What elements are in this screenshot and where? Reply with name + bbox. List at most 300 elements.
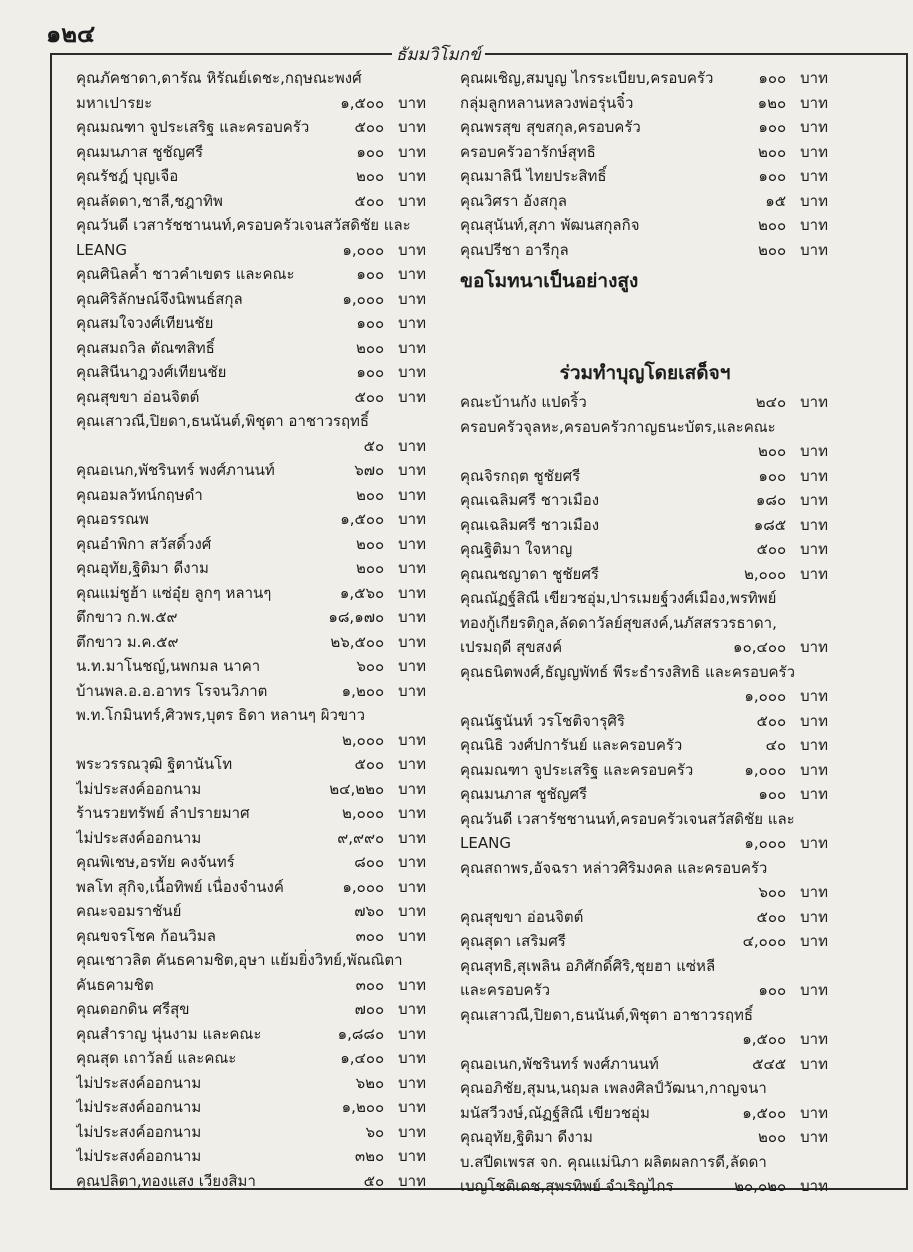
amount-value: ๓๐๐ <box>355 975 385 994</box>
donation-row <box>76 581 428 606</box>
donor-name: คุณเสาวณี,ปิยดา,ธนนันต์,พิชุตา อาชาวรฤทธิ์ <box>460 1005 754 1024</box>
amount-value: ๕๐๐ <box>354 387 385 406</box>
donation-amount <box>756 390 830 415</box>
donor-name: คุณณชญาดา ชูชัยศรี <box>460 564 599 583</box>
amount-value: ๑,๘๘๐ <box>337 1024 385 1043</box>
amount-value: ๕๐ <box>363 436 385 455</box>
currency-label: บาท <box>398 755 426 773</box>
donation-row <box>76 409 428 434</box>
donation-row <box>76 752 428 777</box>
left-column <box>76 66 428 1193</box>
amount-value: ๒๐๐ <box>355 338 385 357</box>
currency-label: บาท <box>800 687 828 705</box>
currency-label: บาท <box>398 534 426 553</box>
currency-label: บาท <box>800 785 828 803</box>
donation-row <box>76 997 428 1022</box>
amount-value: ๔,๐๐๐ <box>742 932 787 950</box>
amount-value: ๖๐ <box>365 1122 385 1141</box>
amount-value: ๒๐๐ <box>757 216 787 234</box>
currency-label: บาท <box>800 191 828 210</box>
donation-amount <box>758 439 830 464</box>
donation-row <box>460 905 830 930</box>
currency-label: บาท <box>800 834 828 852</box>
donation-amount <box>356 1071 428 1096</box>
donation-row <box>76 1120 428 1145</box>
amount-value: ๙,๙๙๐ <box>337 828 385 847</box>
amount-value: ๗๖๐ <box>354 902 385 920</box>
currency-label: บาท <box>800 736 828 754</box>
donation-row <box>460 562 830 587</box>
amount-value: ๑๐๐ <box>758 69 787 87</box>
donation-amount <box>354 752 428 777</box>
donation-row <box>76 238 428 263</box>
currency-label: บาท <box>398 240 426 259</box>
currency-label: บาท <box>800 932 828 950</box>
currency-label: บาท <box>398 510 426 528</box>
donation-row <box>76 66 428 91</box>
donor-name: คุณอุทัย,ฐิติมา ดีงาม <box>460 1128 593 1146</box>
donor-name: คุณสินีนาฎวงศ์เทียนชัย <box>76 363 227 381</box>
donor-name: คุณพิเชษ,อรทัย คงจันทร์ <box>76 853 235 871</box>
donation-amount <box>355 997 428 1022</box>
donation-row <box>76 924 428 949</box>
donation-row <box>76 434 428 459</box>
donation-amount <box>734 1174 830 1199</box>
amount-value: ๑,๒๐๐ <box>341 1098 385 1116</box>
currency-label: บาท <box>800 240 828 259</box>
donation-amount <box>355 1144 428 1169</box>
donor-name: คุณนัฐนันท์ วรโชติจารุศิริ <box>460 711 625 730</box>
donation-row <box>76 1144 428 1169</box>
donation-amount <box>356 556 428 581</box>
currency-label: บาท <box>398 142 426 161</box>
donation-amount <box>342 875 428 900</box>
donor-name: คุณวันดี เวสารัชชานนท์,ครอบครัวเจนสวัสดิชัย และ <box>76 216 411 234</box>
amount-value: ๒,๐๐๐ <box>342 730 385 749</box>
donor-name: คุณวิศรา อังสกุล <box>460 191 567 210</box>
donor-name: คุณรัชฎ์ บุญเจือ <box>76 167 179 185</box>
donation-amount <box>742 1027 830 1052</box>
donor-name: คุณสุขขา อ่อนจิตต์ <box>76 387 200 406</box>
donor-name: คุณวันดี เวสารัชชานนท์,ครอบครัวเจนสวัสดิชัย และ <box>460 809 795 828</box>
donor-name: คุณศิริลักษณ์จึงนิพนธ์สกุล <box>76 289 243 308</box>
donor-name: คุณสุด เถาวัลย์ และคณะ <box>76 1049 237 1067</box>
donation-row <box>460 684 830 709</box>
amount-value: ๒,๐๐๐ <box>342 804 385 822</box>
donor-name: คณะบ้านกัง แปดริ้ว <box>460 393 587 411</box>
donation-amount <box>356 164 428 189</box>
donation-amount <box>744 831 830 856</box>
currency-label: บาท <box>398 975 426 994</box>
amount-value: ๑,๕๐๐ <box>742 1103 787 1122</box>
currency-label: บาท <box>398 853 426 871</box>
donation-amount <box>758 978 830 1003</box>
amount-value: ๘๐๐ <box>354 853 385 871</box>
donor-name: คุณจิรกฤต ชูชัยศรี <box>460 466 581 485</box>
amount-value: ๑๐๐ <box>758 466 787 485</box>
donor-name: ร้านรวยทรัพย์ ลำปรายมาศ <box>76 804 250 822</box>
amount-value: ๖๐๐ <box>356 657 385 675</box>
currency-label: บาท <box>398 1073 426 1092</box>
donor-name: คุณปลิตา,ทองแสง เวียงสิมา <box>76 1171 256 1190</box>
amount-value: ๑๒๐ <box>757 93 787 112</box>
donation-row <box>460 1101 830 1126</box>
donor-name: เบญโชติเดช,สุพรทิพย์ จำเริญไกร <box>460 1177 674 1195</box>
donation-row <box>76 605 428 630</box>
donation-amount <box>328 605 428 630</box>
currency-label: บาท <box>398 828 426 847</box>
donation-row <box>76 1095 428 1120</box>
donation-row <box>76 703 428 728</box>
currency-label: บาท <box>800 1177 828 1195</box>
currency-label: บาท <box>800 638 828 656</box>
donor-name: คุณสมถวิล ตัณฑสิทธิ์ <box>76 338 215 357</box>
donor-name: คุณขจรโชค ก้อนวิมล <box>76 926 216 945</box>
amount-value: ๑,๕๐๐ <box>340 93 385 112</box>
donation-row <box>76 654 428 679</box>
page-number: ๑๒๔ <box>46 20 96 48</box>
donor-name: ครอบครัวจุลหะ,ครอบครัวกาญธนะบัตร,และคณะ <box>460 417 776 436</box>
donation-amount <box>356 924 428 949</box>
donor-name: คุณมาลินี ไทยประสิทธิ์ <box>460 167 607 185</box>
donor-name: พลโท สุกิจ,เนื้อทิพย์ เนื่องจำนงค์ <box>76 877 284 896</box>
donation-amount <box>342 679 428 704</box>
donation-amount <box>354 385 428 410</box>
donation-amount <box>758 880 830 905</box>
donation-row <box>76 1046 428 1071</box>
donation-amount <box>758 782 830 807</box>
donation-amount <box>752 1052 830 1077</box>
donation-row <box>76 336 428 361</box>
donor-name: คันธคามชิต <box>76 975 154 994</box>
donation-amount <box>364 1169 428 1194</box>
donation-row <box>460 238 830 263</box>
currency-label: บาท <box>800 907 828 926</box>
donation-row <box>76 679 428 704</box>
donor-name: พ.ท.โกมินทร์,ศิวพร,บุตร ธิดา หลานๆ ผิวขาว <box>76 706 366 724</box>
amount-value: ๖๗๐ <box>354 461 385 479</box>
donor-name: คุณสำราญ นุ่นงาม และคณะ <box>76 1024 262 1043</box>
currency-label: บาท <box>398 314 426 332</box>
donation-row <box>460 537 830 562</box>
right-bottom-list <box>460 390 830 1199</box>
donation-row <box>76 360 428 385</box>
amount-value: ๓๒๐ <box>354 1147 385 1165</box>
donation-amount <box>354 850 428 875</box>
donation-amount <box>340 91 428 116</box>
donation-row <box>460 1076 830 1101</box>
currency-label: บาท <box>800 515 828 534</box>
donation-amount <box>356 360 428 385</box>
amount-value: ๕๐๐ <box>756 711 787 730</box>
currency-label: บาท <box>800 1030 828 1048</box>
currency-label: บาท <box>800 393 828 411</box>
donor-name: คุณมณฑา จูประเสริฐ และครอบครัว <box>460 760 694 779</box>
currency-label: บาท <box>398 118 426 136</box>
donation-row <box>76 115 428 140</box>
donor-name: คุณอภิชัย,สุมน,นฤมล เพลงศิลป์วัฒนา,กาญจนา <box>460 1079 767 1097</box>
currency-label: บาท <box>800 142 828 161</box>
donation-row <box>460 782 830 807</box>
amount-value: ๖๒๐ <box>355 1073 385 1092</box>
currency-label: บาท <box>800 760 828 779</box>
donation-amount <box>330 630 428 655</box>
donation-amount <box>756 709 830 734</box>
thanks-heading: ขอโมทนาเป็นอย่างสูง <box>460 270 639 292</box>
donation-row <box>460 1150 830 1175</box>
amount-value: ๕๐๐ <box>354 755 385 773</box>
donation-amount <box>356 654 428 679</box>
donor-name: คุณสุดา เสริมศรี <box>460 932 566 950</box>
donor-name: LEANG <box>76 240 127 259</box>
donor-name: ไม่ประสงค์ออกนาม <box>76 1073 202 1092</box>
donor-name: บ.สปีดเพรส จก. คุณแม่นิภา ผลิตผลการดี,ลัดดา <box>460 1152 767 1171</box>
donation-row <box>460 1174 830 1199</box>
donation-row <box>76 850 428 875</box>
donation-amount <box>342 728 428 753</box>
currency-label: บาท <box>398 779 426 798</box>
currency-label: บาท <box>398 289 426 308</box>
currency-label: บาท <box>398 902 426 920</box>
currency-label: บาท <box>398 730 426 749</box>
currency-label: บาท <box>398 436 426 455</box>
currency-label: บาท <box>398 1000 426 1018</box>
currency-label: บาท <box>398 461 426 479</box>
donor-name: ครอบครัวอารักษ์สุทธิ <box>460 142 596 161</box>
donor-name: ไม่ประสงค์ออกนาม <box>76 1122 202 1141</box>
donor-name: ตึกขาว ม.ค.๕๙ <box>76 632 179 651</box>
amount-value: ๑,๕๐๐ <box>340 510 385 528</box>
donation-amount <box>758 164 830 189</box>
currency-label: บาท <box>398 191 426 210</box>
donor-name: คุณเฉลิมศรี ชาวเมือง <box>460 491 600 509</box>
donation-row <box>76 777 428 802</box>
donation-row <box>76 189 428 214</box>
currency-label: บาท <box>800 540 828 558</box>
donation-row <box>76 140 428 165</box>
amount-value: ๑๐,๔๐๐ <box>733 638 787 656</box>
currency-label: บาท <box>800 118 828 136</box>
amount-value: ๑๐๐ <box>356 363 385 381</box>
currency-label: บาท <box>398 1122 426 1141</box>
donation-row <box>460 758 830 783</box>
amount-value: ๒๐๐ <box>355 167 385 185</box>
donation-amount <box>758 115 830 140</box>
donation-amount <box>356 311 428 336</box>
donor-name: น.ท.มาโนชญ์,นพกมล นาคา <box>76 657 261 675</box>
donation-row <box>76 948 428 973</box>
donation-row <box>460 831 830 856</box>
donation-row <box>460 1027 830 1052</box>
amount-value: ๑๐๐ <box>758 167 787 185</box>
donation-row <box>460 709 830 734</box>
donor-name: คุณอุทัย,ฐิติมา ดีงาม <box>76 559 209 577</box>
donation-row <box>460 115 830 140</box>
donation-row <box>460 635 830 660</box>
donation-amount <box>758 1125 830 1150</box>
currency-label: บาท <box>800 564 828 583</box>
donation-amount <box>329 777 428 802</box>
donation-amount <box>342 287 428 312</box>
donation-amount <box>356 140 428 165</box>
currency-label: บาท <box>398 681 426 700</box>
donation-row <box>460 1052 830 1077</box>
donation-amount <box>365 1120 428 1145</box>
donation-row <box>76 213 428 238</box>
donor-name: คุณลัดดา,ชาลี,ชฎาทิพ <box>76 191 223 210</box>
donation-row <box>76 630 428 655</box>
donation-row <box>460 954 830 979</box>
donation-row <box>76 1022 428 1047</box>
donation-amount <box>742 1101 830 1126</box>
amount-value: ๑๐๐ <box>356 265 385 283</box>
donation-amount <box>356 532 428 557</box>
amount-value: ๑,๔๐๐ <box>340 1049 385 1067</box>
donor-name: คุณสุขขา อ่อนจิตต์ <box>460 907 584 926</box>
amount-value: ๑๕ <box>765 191 787 210</box>
amount-value: ๒,๐๐๐ <box>744 564 787 583</box>
amount-value: ๑๐๐ <box>758 785 787 803</box>
donor-name: LEANG <box>460 834 511 852</box>
currency-label: บาท <box>398 583 426 602</box>
donation-amount <box>340 581 428 606</box>
donation-amount <box>744 562 830 587</box>
donation-amount <box>342 1095 428 1120</box>
donor-name: คุณณัฏฐ์สิณี เขียวชอุ่ม,ปารเมยฐ์วงศ์เมือง,พรทิพย์ <box>460 589 777 607</box>
currency-label: บาท <box>800 1128 828 1146</box>
donation-amount <box>364 434 428 459</box>
amount-value: ๓๐๐ <box>355 926 385 945</box>
donation-row <box>460 91 830 116</box>
donation-amount <box>758 91 830 116</box>
donation-row <box>460 586 830 611</box>
donation-amount <box>733 635 830 660</box>
donor-name: คุณพรสุข สุขสกุล,ครอบครัว <box>460 118 641 136</box>
donation-amount <box>338 1022 428 1047</box>
donor-name: คุณสุทธิ,สุเพลิน อภิศักดิ์ศิริ,ชุยฮา แซ่หลี <box>460 956 716 975</box>
currency-label: บาท <box>398 387 426 406</box>
amount-value: ๕๐๐ <box>756 907 787 926</box>
donation-amount <box>342 801 428 826</box>
donation-row <box>76 899 428 924</box>
donor-name: คุณเชาวลิต คันธคามชิต,อุษา แย้มยิ่งวิทย์,พัณณิตา <box>76 951 403 969</box>
donation-row <box>460 807 830 832</box>
donor-name: คุณมณฑา จูประเสริฐ และครอบครัว <box>76 118 310 136</box>
donation-amount <box>744 758 830 783</box>
header-title: ธัมมวิโมกข์ <box>392 41 485 68</box>
currency-label: บาท <box>398 167 426 185</box>
amount-value: ๑,๐๐๐ <box>744 834 787 852</box>
amount-value: ๑๘๐ <box>755 491 787 509</box>
donation-row <box>460 513 830 538</box>
donor-name: ไม่ประสงค์ออกนาม <box>76 828 202 847</box>
donation-amount <box>758 213 830 238</box>
currency-label: บาท <box>800 1103 828 1122</box>
donation-row <box>76 1071 428 1096</box>
donor-name: คุณฐิติมา ใจหาญ <box>460 540 573 558</box>
donation-row <box>76 164 428 189</box>
amount-value: ๑,๐๐๐ <box>342 240 385 259</box>
donation-row <box>76 91 428 116</box>
currency-label: บาท <box>398 1147 426 1165</box>
amount-value: ๑,๕๐๐ <box>742 1030 787 1048</box>
amount-value: ๒๐๐ <box>355 485 385 504</box>
amount-value: ๒๐๐ <box>355 534 385 553</box>
donation-row <box>76 262 428 287</box>
currency-label: บาท <box>398 804 426 822</box>
currency-label: บาท <box>398 485 426 504</box>
currency-label: บาท <box>800 167 828 185</box>
donor-name: เปรมฤดี สุขสงค์ <box>460 638 563 656</box>
donor-name: ทองกู้เกียรติกูล,ลัดดาวัลย์สุขสงค์,นภัสสรวรธาดา, <box>460 613 777 632</box>
donation-row <box>460 880 830 905</box>
currency-label: บาท <box>398 632 426 651</box>
donation-row <box>460 66 830 91</box>
donation-row <box>76 311 428 336</box>
donation-row <box>460 611 830 636</box>
amount-value: ๒๐๐ <box>355 559 385 577</box>
donor-name: คุณอำพิกา สวัสดิ์วงศ์ <box>76 534 212 553</box>
currency-label: บาท <box>398 926 426 945</box>
amount-value: ๕๐๐ <box>354 118 385 136</box>
donation-row <box>76 1169 428 1194</box>
donation-row <box>76 801 428 826</box>
amount-value: ๑๘๕ <box>753 515 787 534</box>
donation-row <box>460 164 830 189</box>
donation-row <box>76 973 428 998</box>
donor-name: ไม่ประสงค์ออกนาม <box>76 1147 202 1165</box>
currency-label: บาท <box>800 442 828 460</box>
donation-amount <box>340 507 428 532</box>
donor-name: ไม่ประสงค์ออกนาม <box>76 779 202 798</box>
amount-value: ๕๐ <box>363 1171 385 1190</box>
amount-value: ๑,๐๐๐ <box>744 760 787 779</box>
donation-amount <box>356 483 428 508</box>
donor-name: คุณเฉลิมศรี ชาวเมือง <box>460 515 600 534</box>
donation-row <box>76 532 428 557</box>
donation-row <box>76 556 428 581</box>
donation-amount <box>758 464 830 489</box>
donor-name: และครอบครัว <box>460 981 551 999</box>
donation-amount <box>744 684 830 709</box>
currency-label: บาท <box>398 93 426 112</box>
donation-row <box>460 439 830 464</box>
donation-row <box>460 733 830 758</box>
donation-row <box>460 140 830 165</box>
donor-name: คุณอมลวัทน์กฤษดำ <box>76 485 203 504</box>
amount-value: ๒๖,๕๐๐ <box>330 632 385 651</box>
donation-row <box>460 978 830 1003</box>
donation-row <box>76 385 428 410</box>
donor-name: คุณปรีชา อารีกุล <box>460 240 569 259</box>
currency-label: บาท <box>800 1054 828 1073</box>
donation-amount <box>765 189 830 214</box>
currency-label: บาท <box>800 69 828 87</box>
currency-label: บาท <box>398 363 426 381</box>
amount-value: ๒๐๐ <box>757 142 787 161</box>
donation-row <box>460 390 830 415</box>
donor-name: คุณภัคชาดา,ดารัณ หิรัณย์เดชะ,กฤษณะพงศ์ <box>76 69 362 87</box>
donor-name: คุณอเนก,พัชรินทร์ พงศ์ภานนท์ <box>460 1054 659 1073</box>
currency-label: บาท <box>800 981 828 999</box>
donation-amount <box>354 189 428 214</box>
donor-name: คุณสุนันท์,สุภา พัฒนสกุลกิจ <box>460 216 640 234</box>
donation-row <box>76 826 428 851</box>
donor-name: คุณดอกดิน ศรีสุข <box>76 1000 190 1018</box>
currency-label: บาท <box>398 608 426 626</box>
donation-row <box>460 1003 830 1028</box>
donor-name: ไม่ประสงค์ออกนาม <box>76 1098 202 1116</box>
